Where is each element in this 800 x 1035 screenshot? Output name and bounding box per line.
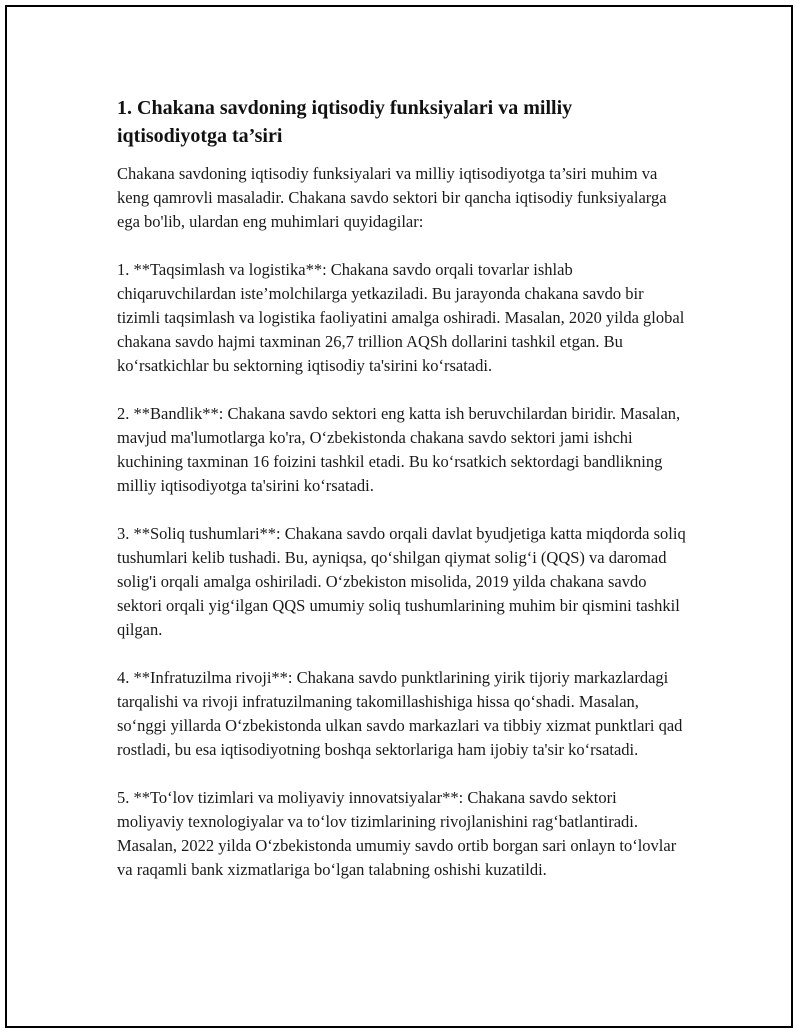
list-item-tax-revenue: 3. **Soliq tushumlari**: Chakana savdo orqali davlat byudjetiga katta miqdorda soliq tushumlari kelib tushadi. Bu, ayniqsa, qo‘shilgan qiymat solig‘i (QQS) va daromad solig'i orqali amalga oshiriladi. O‘zbekiston misolida, 2019 yilda chakana savdo sektori orqali yig‘ilgan QQS umumiy soliq tushumlarining muhim bir qismini tashkil qilgan. bbox=[117, 524, 686, 639]
intro-paragraph: Chakana savdoning iqtisodiy funksiyalari va milliy iqtisodiyotga ta’siri muhim va keng qamrovli masaladir. Chakana savdo sektori bir qancha iqtisodiy funksiyalarga ega bo'lib, ulardan eng muhimlari quyidagilar: bbox=[117, 164, 667, 231]
list-item-employment: 2. **Bandlik**: Chakana savdo sektori eng katta ish beruvchilardan biridir. Masalan, mavjud ma'lumotlarga ko'ra, O‘zbekistonda chakana savdo sektori jami ishchi kuchining taxminan 16 foizini tashkil etadi. Bu ko‘rsatkich sektordagi bandlikning milliy iqtisodiyotga ta'sirini ko‘rsatadi. bbox=[117, 404, 681, 495]
list-item-distribution: 1. **Taqsimlash va logistika**: Chakana savdo orqali tovarlar ishlab chiqaruvchilardan iste’molchilarga yetkaziladi. Bu jarayonda chakana savdo bir tizimli taqsimlash va logistika faoliyatini amalga oshiradi. Masalan, 2020 yilda global chakana savdo hajmi taxminan 26,7 trillion AQSh dollarini tashkil etgan. Bu ko‘rsatkichlar bu sektorning iqtisodiy ta'sirini ko‘rsatadi. bbox=[117, 260, 685, 375]
list-item-payment-systems: 5. **To‘lov tizimlari va moliyaviy innovatsiyalar**: Chakana savdo sektori moliyaviy texnologiyalar va to‘lov tizimlarining rivojlanishini rag‘batlantiradi. Masalan, 2022 yilda O‘zbekistonda umumiy savdo ortib borgan sari onlayn to‘lovlar va raqamli bank xizmatlariga bo‘lgan talabning oshishi kuzatildi. bbox=[117, 788, 677, 879]
document-title: 1. Chakana savdoning iqtisodiy funksiyalari va milliy iqtisodiyotga ta’siri bbox=[117, 97, 573, 147]
document-body bbox=[117, 94, 687, 906]
list-item-infrastructure: 4. **Infratuzilma rivoji**: Chakana savdo punktlarining yirik tijoriy markazlardagi tarqalishi va rivoji infratuzilmaning takomillashishiga hissa qo‘shadi. Masalan, so‘nggi yillarda O‘zbekistonda ulkan savdo markazlari va tibbiy xizmat punktlari qad rostladi, bu esa iqtisodiyotning boshqa sektorlariga ham ijobiy ta'sir ko‘rsatadi. bbox=[117, 668, 683, 759]
